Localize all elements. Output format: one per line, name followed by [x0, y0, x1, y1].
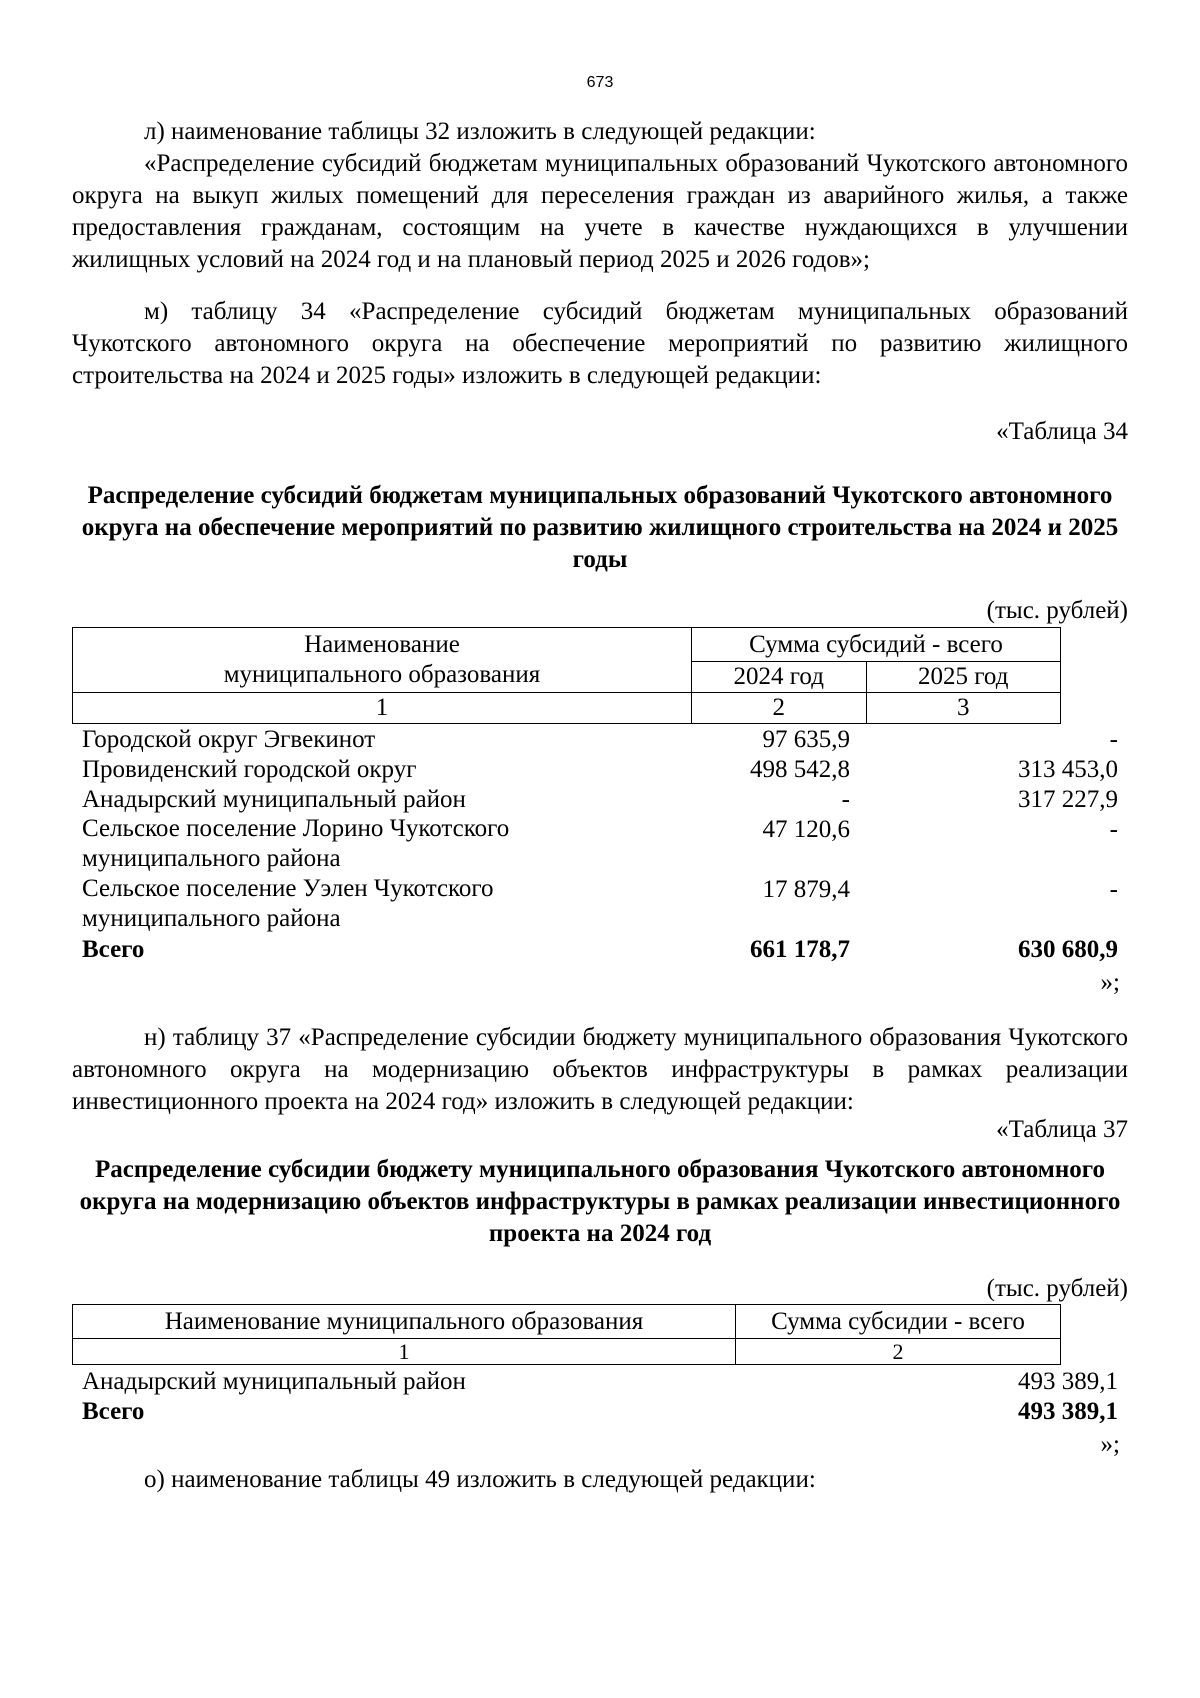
total-value-2025: 630 680,9: [1018, 936, 1118, 963]
table37-units: (тыс. рублей): [986, 1275, 1128, 1302]
page-number: 673: [586, 74, 614, 91]
table37-title: Распределение субсидии бюджету муниципального образования Чукотского автономного округа на модернизацию объектов инфраструктуры в рамках реализации инвестиционного проекта на 2024 год: [79, 1156, 1121, 1247]
row-value-2025: -: [1109, 876, 1118, 903]
paragraph-l: л) наименование таблицы 32 изложить в следующей редакции:: [144, 118, 816, 145]
table34-sum-column-header: Сумма субсидий - всего: [691, 628, 1060, 662]
row-name: Сельское поселение Уэлен Чукотского муниципального района: [82, 875, 494, 932]
table34-name-column-header: Наименование муниципального образования: [73, 628, 692, 693]
row-name: Городской округ Эгвекинот: [82, 726, 376, 753]
total-value: 493 389,1: [1018, 1398, 1118, 1425]
table34-col-number-2: 2: [691, 693, 866, 724]
table-row: [72, 874, 1128, 934]
row-value: 493 389,1: [1018, 1368, 1118, 1395]
table37-closing-quote: »;: [1100, 1431, 1120, 1458]
table37-name-column-header: Наименование муниципального образования: [73, 1305, 736, 1339]
total-label: Всего: [82, 1398, 145, 1425]
table34-year-2024-header: 2024 год: [691, 662, 866, 693]
table-row: [72, 1366, 1128, 1396]
table34-title: Распределение субсидий бюджетам муниципальных образований Чукотского автономного округа на обеспечение мероприятий по развитию жилищного строительства на 2024 и 2025 годы: [81, 482, 1119, 573]
row-value-2025: 317 227,9: [1018, 786, 1118, 813]
table37-sum-column-header: Сумма субсидии - всего: [735, 1305, 1060, 1339]
table34-col-number-1: 1: [73, 693, 692, 724]
row-value-2025: 313 453,0: [1018, 756, 1118, 783]
paragraph-n: н) таблицу 37 «Распределение субсидии бюджету муниципального образования Чукотского автономного округа на модернизацию объектов инфраструктуры в рамках реализации инвестиционного проекта на 2024 год» изложить в следующей редакции:: [72, 1024, 1128, 1115]
table-row: [72, 784, 1128, 814]
table37-header: [72, 1304, 1061, 1365]
row-value-2024: 47 120,6: [762, 816, 850, 843]
table34-units: (тыс. рублей): [986, 597, 1128, 624]
table37-label: «Таблица 37: [996, 1116, 1128, 1143]
table34-label: «Таблица 34: [996, 418, 1128, 445]
row-value-2025: -: [1109, 816, 1118, 843]
row-name: Анадырский муниципальный район: [82, 1368, 466, 1395]
row-name: Провиденский городской округ: [82, 756, 417, 783]
row-name: Анадырский муниципальный район: [82, 786, 466, 813]
table-row: [72, 754, 1128, 784]
table34-closing-quote: »;: [1100, 969, 1120, 996]
total-label: Всего: [82, 936, 145, 963]
row-value-2024: -: [841, 786, 850, 813]
paragraph-l-quote: «Распределение субсидий бюджетам муниципальных образований Чукотского автономного округа на выкуп жилых помещений для переселения граждан из аварийного жилья, а также предоставления гражданам, состоящим на учете в качестве нуждающихся в улучшении жилищных условий на 2024 год и на плановый период 2025 и 2026 годов»;: [72, 150, 1128, 273]
row-value-2024: 17 879,4: [762, 876, 850, 903]
row-name: Сельское поселение Лорино Чукотского муниципального района: [82, 815, 510, 872]
total-value-2024: 661 178,7: [750, 936, 850, 963]
table-row: [72, 724, 1128, 754]
table-row: [72, 814, 1128, 874]
table37-col-number-1: 1: [73, 1339, 736, 1365]
paragraph-m: м) таблицу 34 «Распределение субсидий бюджетам муниципальных образований Чукотского автономного округа на обеспечение мероприятий по развитию жилищного строительства на 2024 и 2025 годы» изложить в следующей редакции:: [72, 298, 1128, 389]
table-total-row: [72, 934, 1128, 964]
row-value-2024: 97 635,9: [762, 726, 850, 753]
table37-body: [72, 1366, 1128, 1426]
table37-col-number-2: 2: [735, 1339, 1060, 1365]
table-total-row: [72, 1396, 1128, 1426]
table34-year-2025-header: 2025 год: [866, 662, 1061, 693]
row-value-2024: 498 542,8: [750, 756, 850, 783]
row-value-2025: -: [1109, 726, 1118, 753]
table34-header: [72, 627, 1061, 724]
table34-col-number-3: 3: [866, 693, 1061, 724]
paragraph-o: о) наименование таблицы 49 изложить в следующей редакции:: [144, 1466, 816, 1493]
table34-body: [72, 724, 1128, 964]
